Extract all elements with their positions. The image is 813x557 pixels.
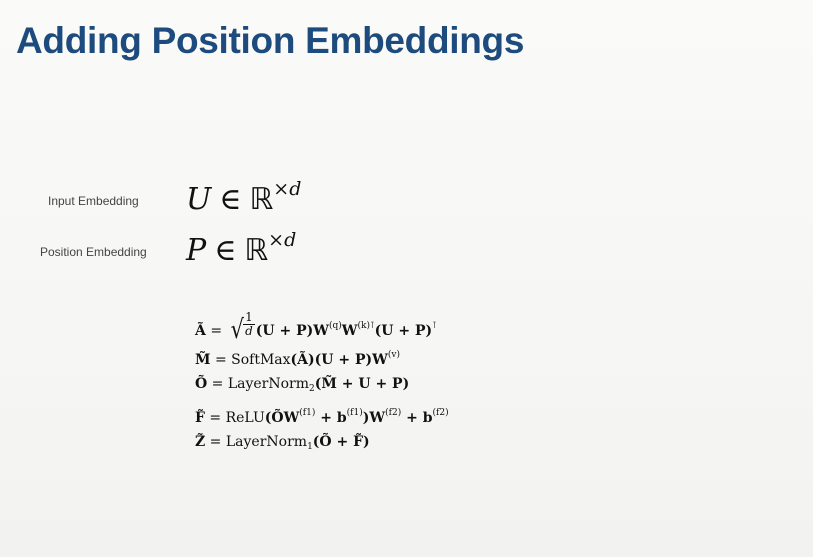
equation-attention: Ã = √ 1 d $(U + P)W^{(q)}W^{(k)⊺}(U + P)^⊺$ — [195, 309, 437, 346]
dimension-symbol: d — [289, 178, 302, 200]
real-set-symbol: ℝ — [249, 182, 274, 217]
times-symbol: × — [268, 229, 285, 251]
dimension-symbol: d — [284, 229, 297, 251]
equation-layernorm-2: Õ = LayerNorm$_2$(M̃ + U + P) — [195, 376, 410, 394]
slide-title: Adding Position Embeddings — [16, 20, 525, 61]
sqrt-symbol: √ 1 d — [230, 309, 253, 346]
equation-block — [195, 309, 449, 457]
position-embedding-formula — [186, 229, 296, 268]
element-of-symbol: ∈ — [219, 182, 242, 217]
position-embedding-label: Position Embedding — [40, 245, 147, 259]
equation-layernorm-1: Z̃ = LayerNorm$_1$(Õ + F̃) — [195, 434, 370, 452]
input-embedding-formula — [186, 178, 301, 217]
input-embedding-label: Input Embedding — [48, 194, 139, 208]
equation-feedforward: F̃ = $ReLU(ÕW^{(f1)} + b^{(f1)})W^{(f2)} + b^{(f2)}$ — [195, 408, 449, 426]
element-of-symbol: ∈ — [214, 233, 237, 268]
times-symbol: × — [273, 178, 290, 200]
equation-softmax: M̃ = SoftMax(Ã)(U + $P)W^{(v)}$ — [195, 350, 400, 368]
position-embedding-var: P — [186, 233, 207, 268]
input-embedding-var: U — [186, 182, 212, 217]
real-set-symbol: ℝ — [244, 233, 269, 268]
